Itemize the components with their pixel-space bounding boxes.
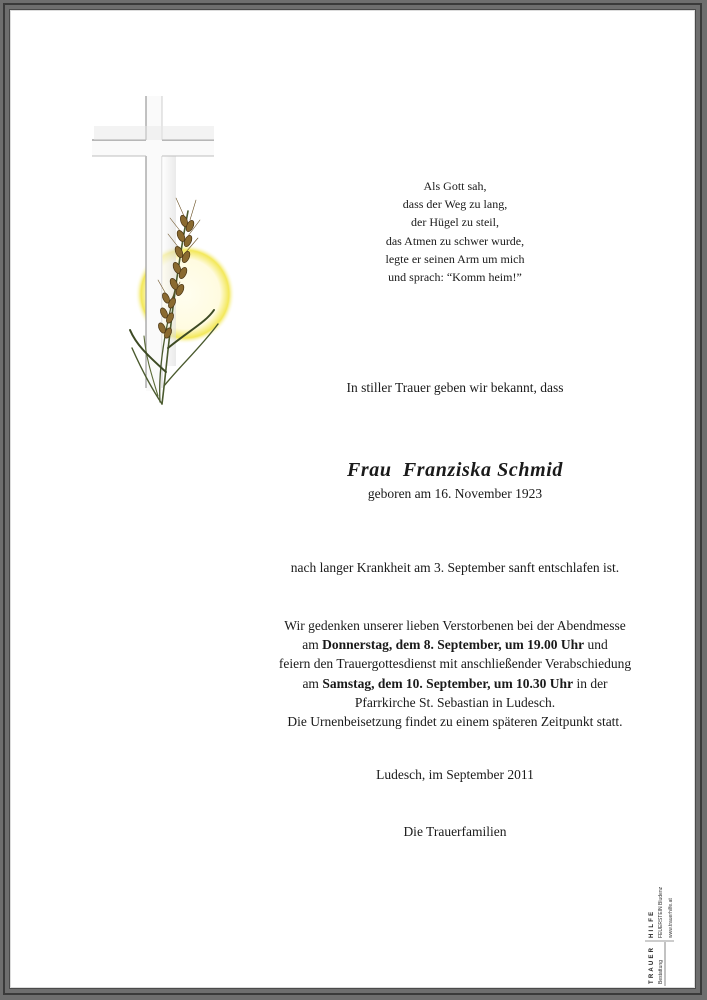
service-text: am xyxy=(302,675,323,691)
imprint-line-2: FEUERSTEIN Bludenz xyxy=(658,886,664,938)
cross-icon xyxy=(92,96,214,391)
service-line: feiern den Trauergottesdienst mit anschließender Verabschiedung xyxy=(278,656,632,672)
service-line: Pfarrkirche St. Sebastian in Ludesch. xyxy=(354,694,556,710)
service-text: am xyxy=(302,637,323,653)
cross-wheat-illustration xyxy=(80,86,260,416)
poem-line: legte er seinen Arm um mich xyxy=(385,251,525,266)
imprint-brand-b: HILFE xyxy=(649,909,655,938)
deceased-name: Frau Franziska Schmid xyxy=(346,459,564,481)
service-line xyxy=(232,674,678,693)
obituary-page xyxy=(9,9,696,989)
place-date: Ludesch, im September 2011 xyxy=(376,767,534,782)
service-line xyxy=(232,635,678,654)
birth-date: geboren am 16. November 1923 xyxy=(367,486,543,501)
service-date-bold: Samstag, dem 10. September, um 10.30 Uhr xyxy=(322,675,574,691)
service-date-bold: Donnerstag, dem 8. September, um 19.00 Uhr xyxy=(322,637,585,653)
announcement-text: In stiller Trauer geben wir bekannt, dass xyxy=(346,380,564,395)
poem-line: Als Gott sah, xyxy=(423,179,487,193)
service-details xyxy=(232,616,678,731)
poem-line: das Atmen zu schwer wurde, xyxy=(385,233,525,248)
service-text: in der xyxy=(573,675,608,691)
service-line: Wir gedenken unserer lieben Verstorbenen bei der Abendmesse xyxy=(284,618,626,633)
passed-text: nach langer Krankheit am 3. September sanft entschlafen ist. xyxy=(290,560,620,575)
imprint-line-3: www.trauerhilfe.at xyxy=(668,898,674,938)
service-text: und xyxy=(584,637,608,653)
imprint-line-1: Bestattung xyxy=(658,960,664,984)
poem-line: der Hügel zu steil, xyxy=(411,215,499,230)
imprint-brand-a: TRAUER xyxy=(649,945,655,984)
signature: Die Trauerfamilien xyxy=(403,824,507,839)
poem-line: und sprach: “Komm heim!” xyxy=(388,270,522,285)
funeral-home-imprint xyxy=(643,858,693,988)
poem-line: dass der Weg zu lang, xyxy=(402,197,508,212)
poem xyxy=(330,177,580,286)
service-line: Die Urnenbeisetzung findet zu einem späteren Zeitpunkt statt. xyxy=(287,714,623,730)
